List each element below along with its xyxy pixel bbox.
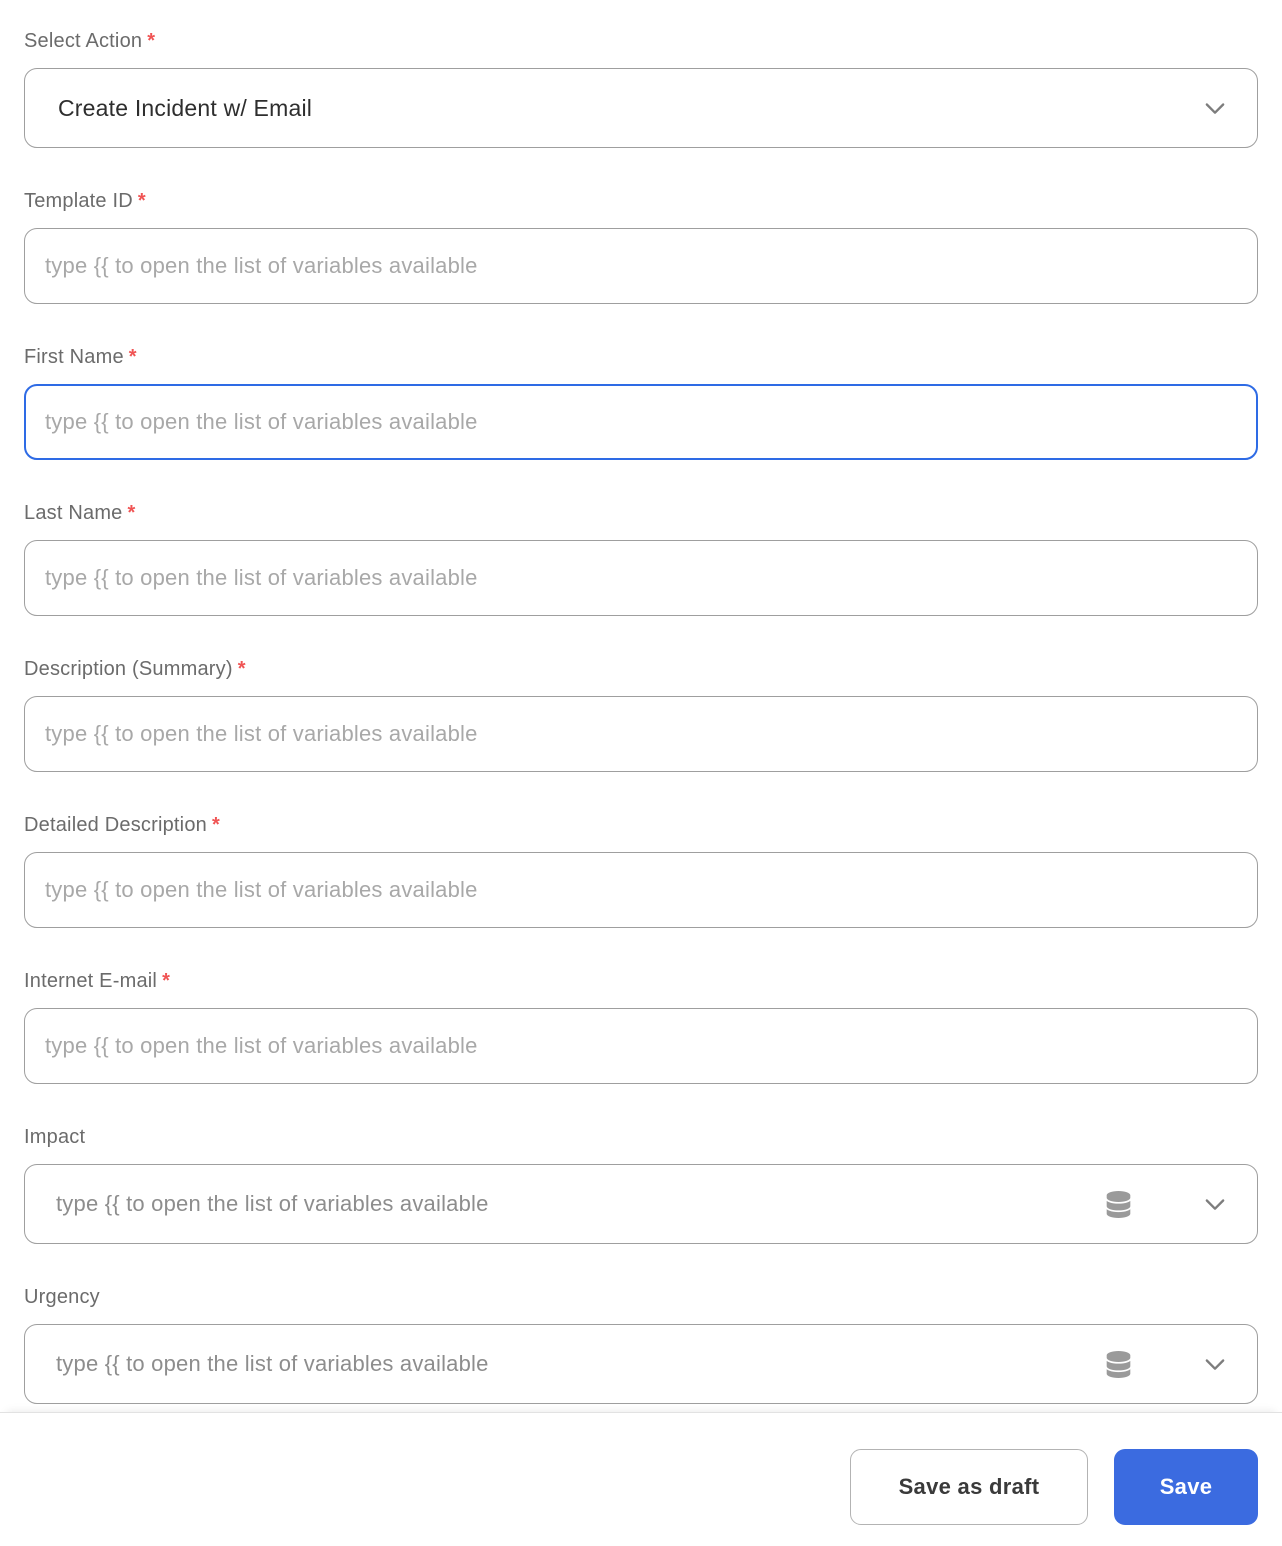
urgency-label	[24, 1284, 1258, 1310]
required-asterisk: *	[147, 30, 156, 52]
urgency-combobox[interactable]	[24, 1324, 1258, 1404]
required-asterisk: *	[128, 346, 137, 368]
first-name-input[interactable]	[24, 384, 1258, 460]
save-as-draft-button[interactable]: Save as draft	[850, 1449, 1088, 1525]
select-action-value: Create Incident w/ Email	[58, 94, 313, 121]
last-name-input[interactable]	[24, 540, 1258, 616]
detailed-description-label	[24, 812, 1258, 838]
description-summary-label	[24, 656, 1258, 682]
select-action-label	[24, 28, 1258, 54]
impact-input[interactable]	[56, 1191, 1105, 1217]
field-first-name	[24, 344, 1258, 460]
field-select-action	[24, 28, 1258, 148]
required-asterisk: *	[211, 814, 220, 836]
field-internet-email	[24, 968, 1258, 1084]
required-asterisk: *	[162, 970, 171, 992]
field-urgency	[24, 1284, 1258, 1404]
field-template-id	[24, 188, 1258, 304]
detailed-description-input[interactable]	[24, 852, 1258, 928]
detailed-description-label-text: Detailed Description	[24, 814, 207, 836]
last-name-label	[24, 500, 1258, 526]
description-summary-input[interactable]	[24, 696, 1258, 772]
impact-label	[24, 1124, 1258, 1150]
chevron-down-icon[interactable]	[1201, 1190, 1229, 1218]
template-id-label-text: Template ID	[24, 190, 133, 212]
required-asterisk: *	[237, 658, 246, 680]
description-summary-label-text: Description (Summary)	[24, 658, 233, 680]
first-name-label	[24, 344, 1258, 370]
database-icon[interactable]	[1105, 1191, 1131, 1217]
impact-label-text: Impact	[24, 1126, 86, 1148]
save-button[interactable]: Save	[1114, 1449, 1258, 1525]
internet-email-label	[24, 968, 1258, 994]
urgency-input[interactable]	[56, 1351, 1105, 1377]
required-asterisk: *	[127, 502, 136, 524]
impact-combobox[interactable]	[24, 1164, 1258, 1244]
select-action-dropdown[interactable]	[24, 68, 1258, 148]
internet-email-label-text: Internet E-mail	[24, 970, 158, 992]
field-impact	[24, 1124, 1258, 1244]
template-id-label	[24, 188, 1258, 214]
field-last-name	[24, 500, 1258, 616]
internet-email-input[interactable]	[24, 1008, 1258, 1084]
field-description-summary	[24, 656, 1258, 772]
chevron-down-icon[interactable]	[1201, 1350, 1229, 1378]
first-name-label-text: First Name	[24, 346, 124, 368]
database-icon[interactable]	[1105, 1351, 1131, 1377]
select-action-label-text: Select Action	[24, 30, 143, 52]
form-footer	[0, 1412, 1282, 1546]
required-asterisk: *	[137, 190, 146, 212]
urgency-label-text: Urgency	[24, 1286, 100, 1308]
template-id-input[interactable]	[24, 228, 1258, 304]
last-name-label-text: Last Name	[24, 502, 123, 524]
chevron-down-icon	[1201, 94, 1229, 122]
field-detailed-description	[24, 812, 1258, 928]
